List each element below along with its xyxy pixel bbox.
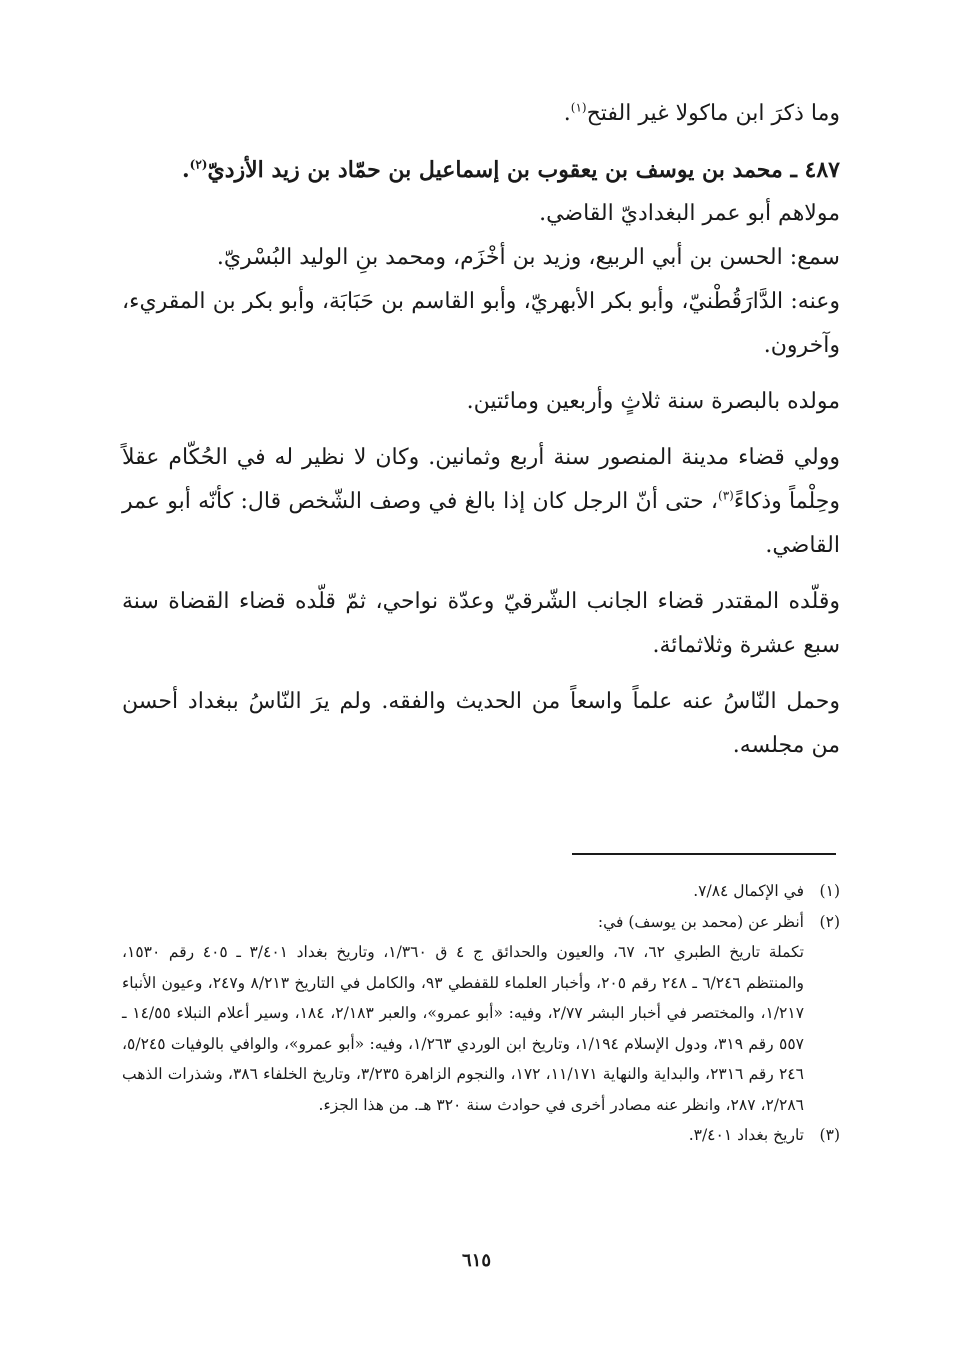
footnote-ref-3: (٣) — [718, 488, 734, 503]
footnote-ref-1: (١) — [570, 100, 587, 115]
paragraph-appointment: وقلّده المقتدر قضاء الجانب الشّرقيّ وعدّة نواحي، ثمّ قلّده قضاء القضاة سنة سبع عشرة وثلاثمائة. — [122, 589, 840, 658]
footnote-number: (٣) — [819, 1126, 840, 1144]
footnote-text: أنظر عن (محمد بن يوسف) في: — [597, 912, 804, 931]
paragraph-intro — [122, 92, 840, 136]
footnote-number: (٢) — [819, 912, 840, 931]
footnote-2 — [122, 907, 840, 938]
intro-end: . — [563, 101, 571, 126]
footnote-number: (١) — [819, 882, 840, 900]
entry-heading-end: . — [181, 157, 190, 183]
entry-heading — [122, 148, 840, 192]
footnote-separator — [572, 853, 836, 855]
judgeship-text: وولي قضاء مدينة المنصور سنة أربع وثمانين. وكان لا نظير له في الحُكّام عقلاً وحِلْماً وذكاءً — [122, 445, 840, 514]
footnote-1 — [122, 876, 840, 907]
intro-text: وما ذكرَ ابن ماكولا غير الفتح — [586, 101, 840, 126]
footnote-text: في الإكمال ٧/٨٤. — [693, 882, 804, 900]
judgeship-text-end: ، حتى أنّ الرجل كان إذا بالغ في وصف الشّخص قال: كأنّه أبو عمر القاضي. — [122, 489, 840, 558]
paragraph-mawla: مولاهم أبو عمر البغداديّ القاضي. — [539, 201, 840, 226]
paragraph-students: وعنه: الدَّارَقُطْنيّ، وأبو بكر الأبهريّ، وأبو القاسم بن حَبَابَة، وأبو بكر بن المقريء، وآخرون. — [122, 289, 840, 358]
paragraph-judgeship — [122, 436, 840, 568]
entry-heading-text: ٤٨٧ ـ محمد بن يوسف بن يعقوب بن إسماعيل بن حمّاد بن زيد الأزديّ — [207, 157, 840, 183]
footnote-2-sources: تكملة تاريخ الطبري ٦٢، ٦٧، والعيون والحدائق ج ٤ ق ١/٣٦٠، وتاريخ بغداد ٣/٤٠١ ـ ٤٠٥ رقم ١٥٣٠، والمنتظم ٦/٢٤٦ ـ ٢٤٨ رقم ٢٠٥، وأخبار العلماء للقفطي ٩٣، والكامل في التاريخ ٨/٢١٣ و٢٤٧، وعيون الأنباء ١/٢١٧، والمختصر في أخبار البشر ٢/٧٧، وفيه: «أبو عمرو»، والعبر ٢/١٨٣، ١٨٤، وسير أعلام النبلاء ١٤/٥٥ ـ ٥٥٧ رقم ٣١٩، ودول الإسلام ١/١٩٤، وتاريخ ابن الوردي ١/٢٦٣، وفيه: «أبو عمرو»، والوافي بالوفيات ٥/٢٤٥، ٢٤٦ رقم ٢٣١٦، والبداية والنهاية ١١/١٧١، ١٧٢، والنجوم الزاهرة ٣/٢٣٥، وتاريخ الخلفاء ٣٨٦، وشذرات الذهب ٢/٢٨٦، ٢٨٧، وانظر عنه مصادر أخرى في حوادث سنة ٣٢٠ هـ. من هذا الجزء. — [122, 943, 805, 1114]
footnote-ref-2: (٢) — [189, 157, 208, 172]
main-text — [122, 92, 840, 780]
paragraph-birth: مولده بالبصرة سنة ثلاثٍ وأربعين ومائتين. — [466, 389, 840, 414]
page-number: ٦١٥ — [461, 1250, 491, 1271]
footnotes — [122, 876, 840, 1151]
paragraph-teachers: سمع: الحسن بن أبي الربيع، وزيد بن أخْزَم، ومحمد بنِ الوليد البُسْريّ. — [216, 245, 840, 270]
footnote-text: تاريخ بغداد ٣/٤٠١. — [688, 1126, 804, 1144]
footnote-3 — [122, 1120, 840, 1151]
paragraph-knowledge: وحمل النّاسُ عنه علماً واسعاً من الحديث والفقه. ولم يرَ النّاسُ ببغداد أحسن من مجلسه. — [122, 689, 840, 758]
